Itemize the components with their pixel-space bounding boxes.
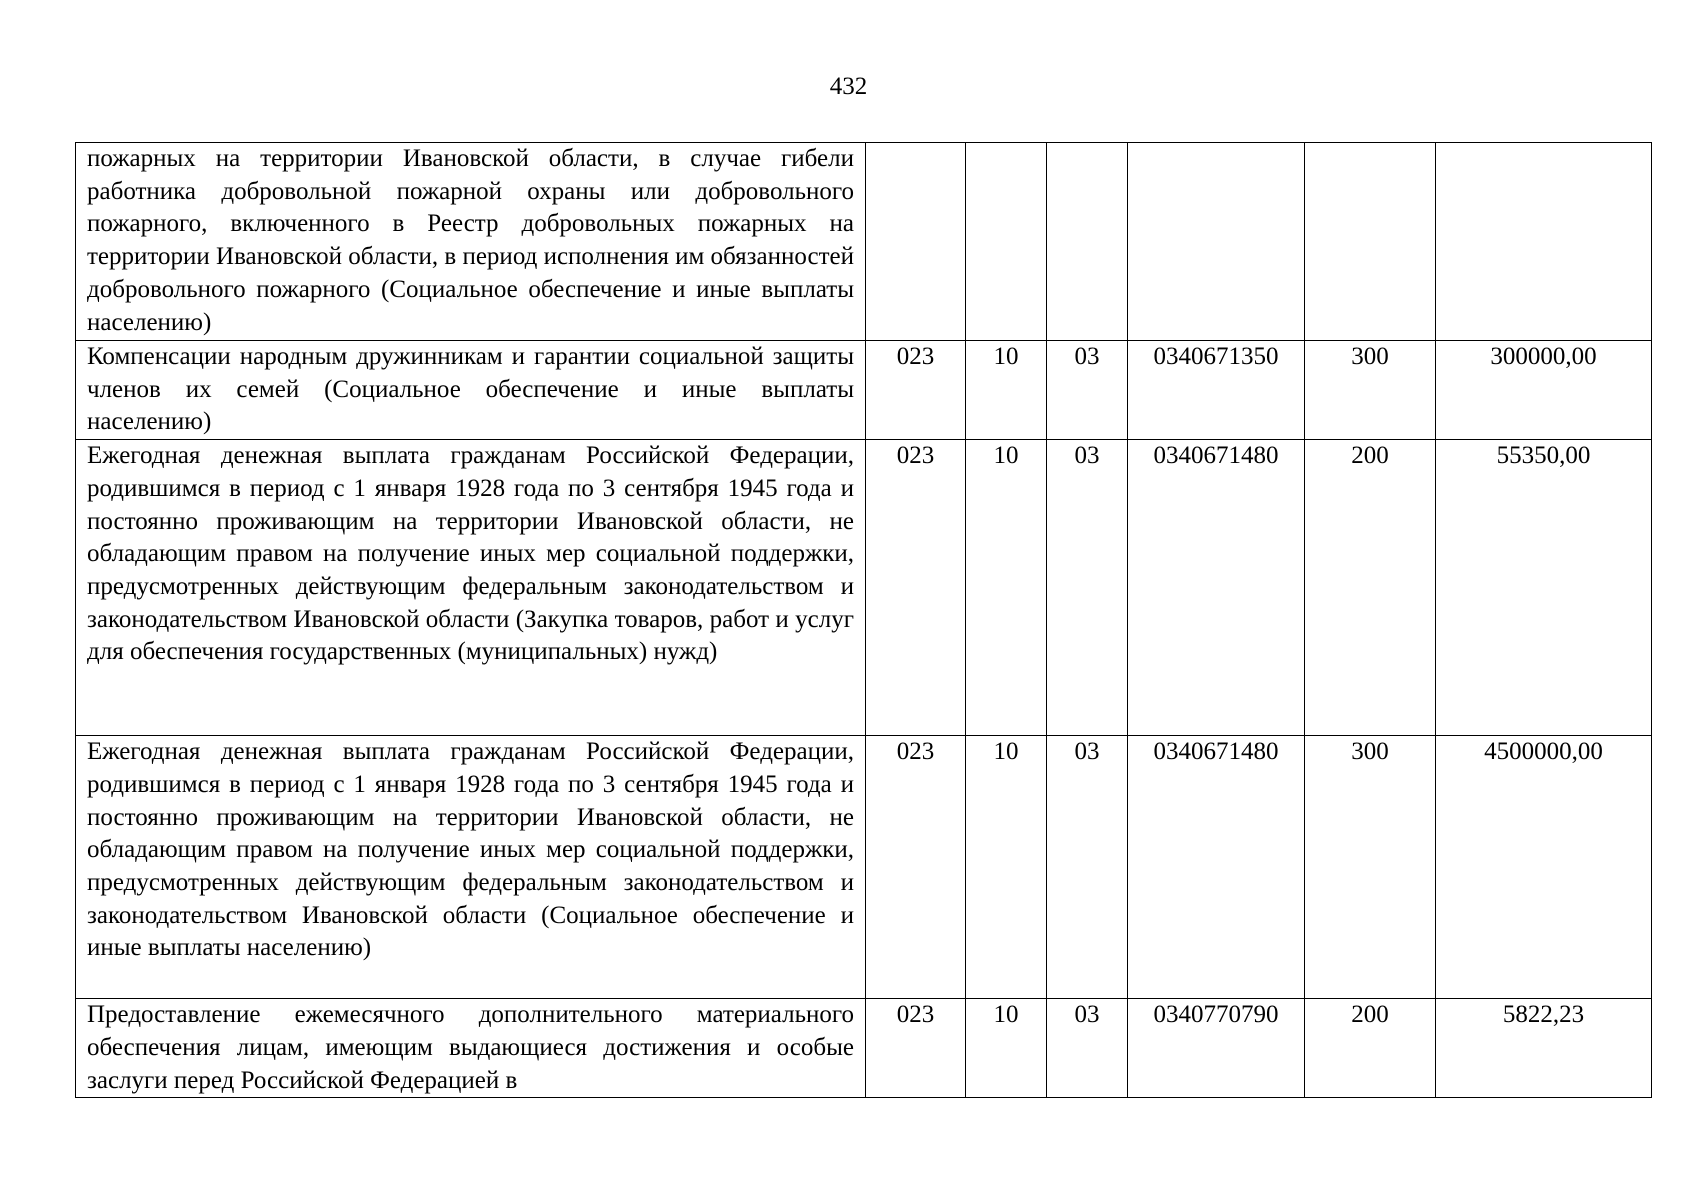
ministry-code: 023 xyxy=(866,440,966,736)
target-article-code: 0340671480 xyxy=(1128,736,1305,999)
subsection-code xyxy=(1047,143,1128,341)
amount: 5822,23 xyxy=(1436,999,1652,1098)
row-description: Компенсации народным дружинникам и гарантии социальной защиты членов их семей (Социальное обеспечение и иные выплаты населению) xyxy=(76,341,866,440)
expense-type-code: 200 xyxy=(1305,999,1436,1098)
ministry-code: 023 xyxy=(866,999,966,1098)
expense-type-code: 300 xyxy=(1305,341,1436,440)
row-description: Ежегодная денежная выплата гражданам Российской Федерации, родившимся в период с 1 января 1928 года по 3 сентября 1945 года и постоянно проживающим на территории Ивановской области, не обладающим правом на получение иных мер социальной поддержки, предусмотренных действующим федеральным законодательством и законодательством Ивановской области (Социальное обеспечение и иные выплаты населению) xyxy=(76,736,866,999)
section-code xyxy=(966,143,1047,341)
expense-type-code: 200 xyxy=(1305,440,1436,736)
target-article-code: 0340671480 xyxy=(1128,440,1305,736)
ministry-code: 023 xyxy=(866,341,966,440)
ministry-code: 023 xyxy=(866,736,966,999)
row-description: Предоставление ежемесячного дополнительного материального обеспечения лицам, имеющим выдающиеся достижения и особые заслуги перед Российской Федерацией в xyxy=(76,999,866,1098)
ministry-code xyxy=(866,143,966,341)
row-description: пожарных на территории Ивановской области, в случае гибели работника добровольной пожарной охраны или добровольного пожарного, включенного в Реестр добровольных пожарных на территории Ивановской области, в период исполнения им обязанностей добровольного пожарного (Социальное обеспечение и иные выплаты населению) xyxy=(76,143,866,341)
expense-type-code: 300 xyxy=(1305,736,1436,999)
target-article-code xyxy=(1128,143,1305,341)
expense-type-code xyxy=(1305,143,1436,341)
subsection-code: 03 xyxy=(1047,999,1128,1098)
section-code: 10 xyxy=(966,999,1047,1098)
table-row xyxy=(76,341,1652,440)
section-code: 10 xyxy=(966,341,1047,440)
target-article-code: 0340671350 xyxy=(1128,341,1305,440)
table-row xyxy=(76,440,1652,736)
amount: 300000,00 xyxy=(1436,341,1652,440)
subsection-code: 03 xyxy=(1047,341,1128,440)
table-row xyxy=(76,143,1652,341)
section-code: 10 xyxy=(966,440,1047,736)
row-description: Ежегодная денежная выплата гражданам Российской Федерации, родившимся в период с 1 января 1928 года по 3 сентября 1945 года и постоянно проживающим на территории Ивановской области, не обладающим правом на получение иных мер социальной поддержки, предусмотренных действующим федеральным законодательством и законодательством Ивановской области (Закупка товаров, работ и услуг для обеспечения государственных (муниципальных) нужд) xyxy=(76,440,866,736)
section-code: 10 xyxy=(966,736,1047,999)
amount xyxy=(1436,143,1652,341)
table-row xyxy=(76,736,1652,999)
page-number: 432 xyxy=(829,73,868,100)
target-article-code: 0340770790 xyxy=(1128,999,1305,1098)
amount: 55350,00 xyxy=(1436,440,1652,736)
subsection-code: 03 xyxy=(1047,440,1128,736)
table-row xyxy=(76,999,1652,1098)
budget-table xyxy=(75,142,1652,1098)
amount: 4500000,00 xyxy=(1436,736,1652,999)
subsection-code: 03 xyxy=(1047,736,1128,999)
